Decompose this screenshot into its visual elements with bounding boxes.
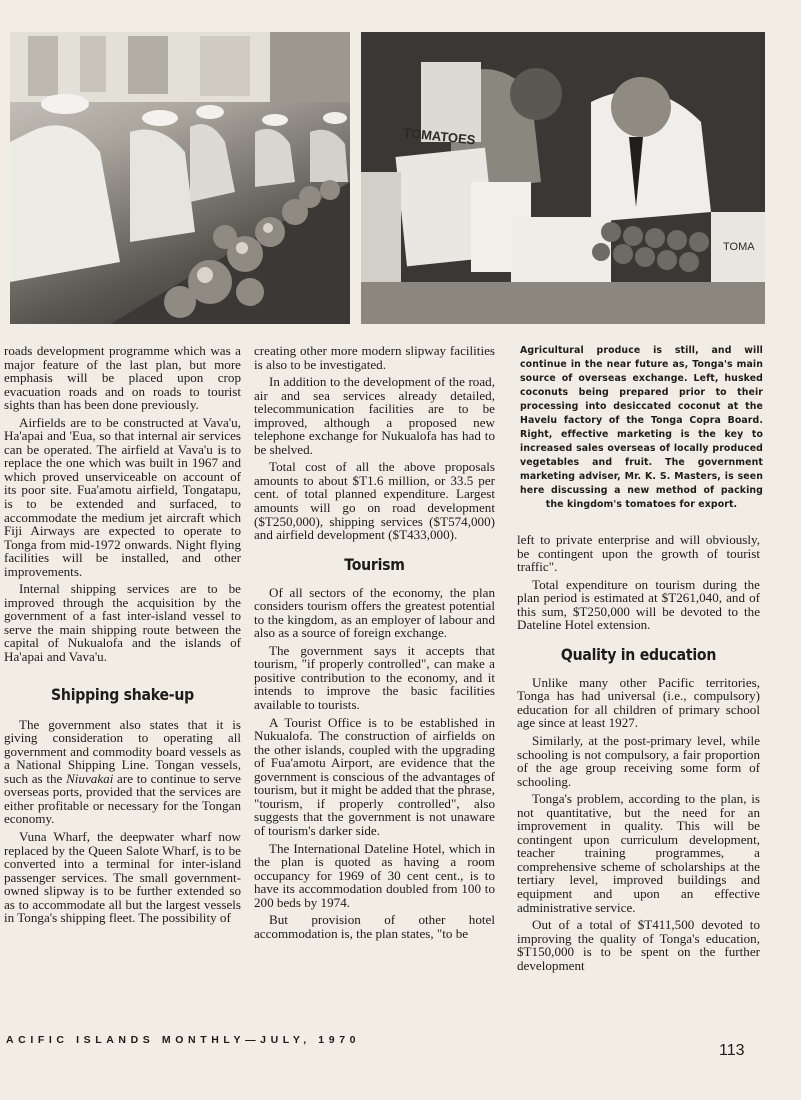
photo-caption: Agricultural produce is still, and will continue in the near future as, Tonga's main source of overseas exchange. Left, husked coconuts being prepared prior to their processing into desiccated coconut at the Havelu factory of the Tonga Copra Board. Right, effective marketing is the key to increased sales overseas of locally produced vegetables and fruit. The government marketing adviser, Mr. K. S. Masters, is seen here discussing a new method of packing the kingdom's tomatoes for export. — [520, 345, 763, 510]
article-column-2 — [254, 344, 495, 940]
paragraph: In addition to the development of the road, air and sea services already detailed, telecommunication facilities are to be improved, although a proposed new telephone exchange for Nukualofa has had to be shelved. — [254, 374, 495, 457]
paragraph: But provision of other hotel accommodation is, the plan states, "to be — [254, 912, 495, 941]
paragraph: Out of a total of $T411,500 devoted to improving the quality of Tonga's education, $T150,000 is to be spent on the further development — [517, 917, 760, 973]
section-heading-tourism: Tourism — [344, 554, 405, 574]
paragraph: Of all sectors of the economy, the plan considers tourism offers the greatest potential to the kingdom, as an employer of labour and also as a source of foreign exchange. — [254, 584, 495, 641]
coconut-factory-image — [10, 32, 350, 324]
section-heading-shipping: Shipping shake-up — [51, 684, 194, 704]
paragraph: The International Dateline Hotel, which in the plan is quoted as having a room occupancy for 1969 of 30 cent cent., is to have its accommodation doubled from 100 to 200 beds by 1974. — [254, 840, 495, 910]
paragraph: creating other more modern slipway facilities is also to be investigated. — [254, 343, 495, 372]
section-heading-education: Quality in education — [560, 644, 717, 664]
paragraph — [4, 718, 241, 826]
text-run: The government also states that it is giving consideration to operating all government and commodity board vessels as a National Shipping Line. Tongan vessels, such as the — [4, 716, 241, 786]
paragraph: roads development programme which was a major feature of the last plan, but more emphasis will be placed upon crop evacuation roads and on roads to tourist sights than has been done previously. — [4, 343, 241, 413]
article-column-3 — [517, 533, 760, 972]
crate-label-toma: TOMA — [723, 241, 755, 253]
page-number: 113 — [719, 1042, 745, 1059]
crate-label-tomatoes: TOMATOES — [402, 125, 477, 148]
tomato-packing-photo — [361, 32, 765, 324]
paragraph: Internal shipping services are to be improved through the acquisition by the government of a fast inter-island vessel to serve the main shipping route between the capital of Nukualofa and the islands of Ha'apai and Vava'u. — [4, 581, 241, 665]
paragraph: Airfields are to be constructed at Vava'u, Ha'apai and 'Eua, so that internal air services can be operated. The airfield at Vava'u is to replace the one which was built in 1967 and which proved unserviceable on account of its poor site. Fua'amotu airfield, Tongatapu, is to be extended and surfaced, to accommodate the medium jet aircraft which Fiji Airways are expected to operate to Tonga from mid-1972 onwards. Night flying facilities will be installed, and other improvements. — [4, 414, 241, 579]
running-footer: ACIFIC ISLANDS MONTHLY—JULY, 1970 — [6, 1034, 361, 1046]
paragraph: Total expenditure on tourism during the plan period is estimated at $T261,040, and of this sum, $T250,000 will be devoted to the Dateline Hotel extension. — [517, 576, 760, 633]
paragraph: left to private enterprise and will obviously, be contingent upon the growth of tourist traffic". — [517, 532, 760, 575]
paragraph: Similarly, at the post-primary level, while schooling is not compulsory, a fair proportion of the age group receiving some form of schooling. — [517, 733, 760, 789]
paragraph: Tonga's problem, according to the plan, is not quantitative, but the need for an improvement in quality. This will be contingent upon curriculum development, teacher training programmes, a comprehensive scheme of scholarships at the tertiary level, improved buildings and equipment and upon an effective administrative service. — [517, 791, 760, 915]
article-column-1 — [4, 344, 241, 925]
paragraph: The government says it accepts that tourism, "if properly controlled", can make a positive contribution to the economy, and it intends to improve the basic facilities available to tourists. — [254, 642, 495, 713]
coconut-factory-photo — [10, 32, 350, 324]
paragraph: A Tourist Office is to be established in Nukualofa. The construction of airfields on the other islands, coupled with the upgrading of Fua'amotu Airport, are evidence that the government is conscious of the advantages of tourism, but it might be added that the phrase, "tourism, if properly controlled", also suggests that the government is not unaware of tourism's darker side. — [254, 714, 495, 838]
paragraph: Total cost of all the above proposals amounts to about $T1.6 million, or 33.5 per cent. of total planned expenditure. Largest amounts will go on road development ($T250,000), shipping services ($T574,000) and airfield development ($T433,000). — [254, 459, 495, 543]
text-run: are to continue to serve overseas ports, provided that the services are either profitable or necessary for the Tongan economy. — [4, 770, 241, 827]
paragraph: Vuna Wharf, the deepwater wharf now replaced by the Queen Salote Wharf, is to be converted into a terminal for inter-island passenger services. The small government-owned slipway is to be further extended so as to accommodate all but the largest vessels in Tonga's shipping fleet. The possibility of — [4, 828, 241, 926]
tomato-packing-image — [361, 32, 765, 324]
ship-name: Niuvakai — [66, 770, 114, 786]
paragraph: Unlike many other Pacific territories, Tonga has had universal (i.e., compulsory) education for all children of primary school age since at least 1927. — [517, 674, 760, 731]
